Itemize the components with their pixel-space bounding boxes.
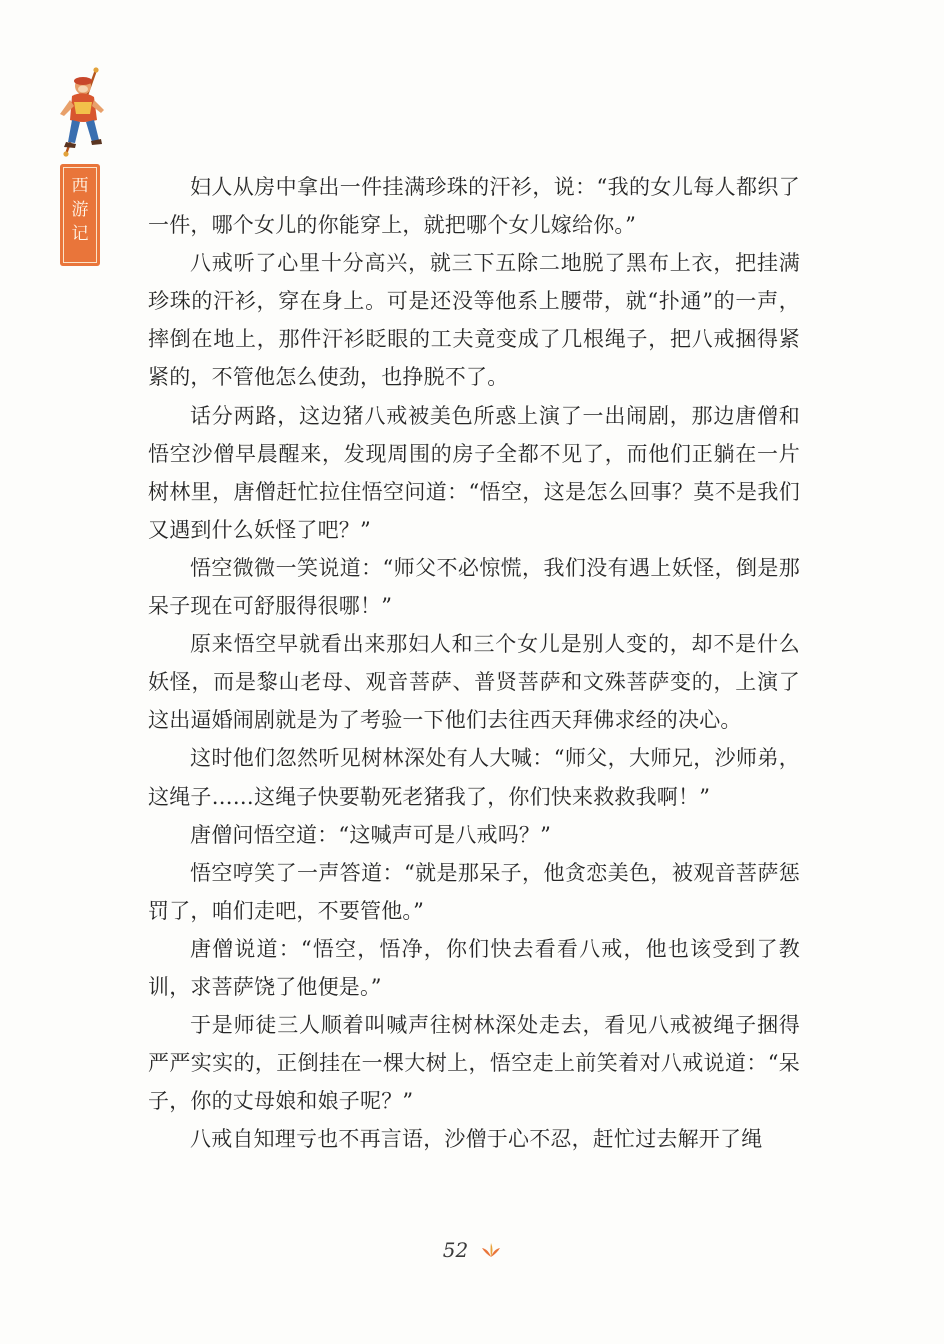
paragraph: 于是师徒三人顺着叫喊声往树林深处走去，看见八戒被绳子捆得严严实实的，正倒挂在一棵大树上，悟空走上前笑着对八戒说道：“呆子，你的丈母娘和娘子呢？”: [148, 1013, 800, 1114]
monkey-king-icon: [52, 66, 112, 158]
paragraph: 原来悟空早就看出来那妇人和三个女儿是别人变的，却不是什么妖怪，而是黎山老母、观音菩萨、普贤菩萨和文殊菩萨变的，上演了这出逼婚闹剧就是为了考验一下他们去往西天拜佛求经的决心。: [148, 632, 800, 733]
tab-char-3: 记: [71, 224, 89, 244]
paragraph: 八戒自知理亏也不再言语，沙僧于心不忍，赶忙过去解开了绳: [190, 1127, 763, 1152]
paragraph: 八戒听了心里十分高兴，就三下五除二地脱了黑布上衣，把挂满珍珠的汗衫，穿在身上。可是还没等他系上腰带，就“扑通”的一声，摔倒在地上，那件汗衫眨眼的工夫竟变成了几根绳子，把八戒捆得紧紧的，不管他怎么使劲，也挣脱不了。: [148, 251, 800, 390]
book-title-tab: [60, 164, 100, 266]
paragraph: 悟空哼笑了一声答道：“就是那呆子，他贪恋美色，被观音菩萨惩罚了，咱们走吧，不要管他。”: [148, 860, 800, 923]
paragraph: 妇人从房中拿出一件挂满珍珠的汗衫，说：“我的女儿每人都织了一件，哪个女儿的你能穿上，就把哪个女儿嫁给你。”: [148, 175, 800, 238]
side-decoration: [50, 66, 114, 276]
paragraph: 唐僧问悟空道：“这喊声可是八戒吗？”: [190, 822, 552, 847]
paragraph: 唐僧说道：“悟空，悟净，你们快去看看八戒，他也该受到了教训，求菩萨饶了他便是。”: [148, 936, 800, 999]
paragraph: 话分两路，这边猪八戒被美色所惑上演了一出闹剧，那边唐僧和悟空沙僧早晨醒来，发现周围的房子全都不见了，而他们正躺在一片树林里，唐僧赶忙拉住悟空问道：“悟空，这是怎么回事？莫不是我们又遇到什么妖怪了吧？”: [148, 403, 800, 542]
paragraph: 这时他们忽然听见树林深处有人大喊：“师父，大师兄，沙师弟，这绳子……这绳子快要勒死老猪我了，你们快来救救我啊！”: [148, 746, 800, 809]
tab-char-1: 西: [71, 176, 89, 196]
tab-char-2: 游: [71, 200, 89, 220]
body-text: [148, 168, 800, 1158]
page-footer: [0, 1238, 944, 1278]
paragraph: 悟空微微一笑说道：“师父不必惊慌，我们没有遇上妖怪，倒是那呆子现在可舒服得很哪！”: [148, 555, 800, 619]
leaf-ornament-icon: [481, 1242, 501, 1258]
page-number: 52: [442, 1238, 469, 1262]
